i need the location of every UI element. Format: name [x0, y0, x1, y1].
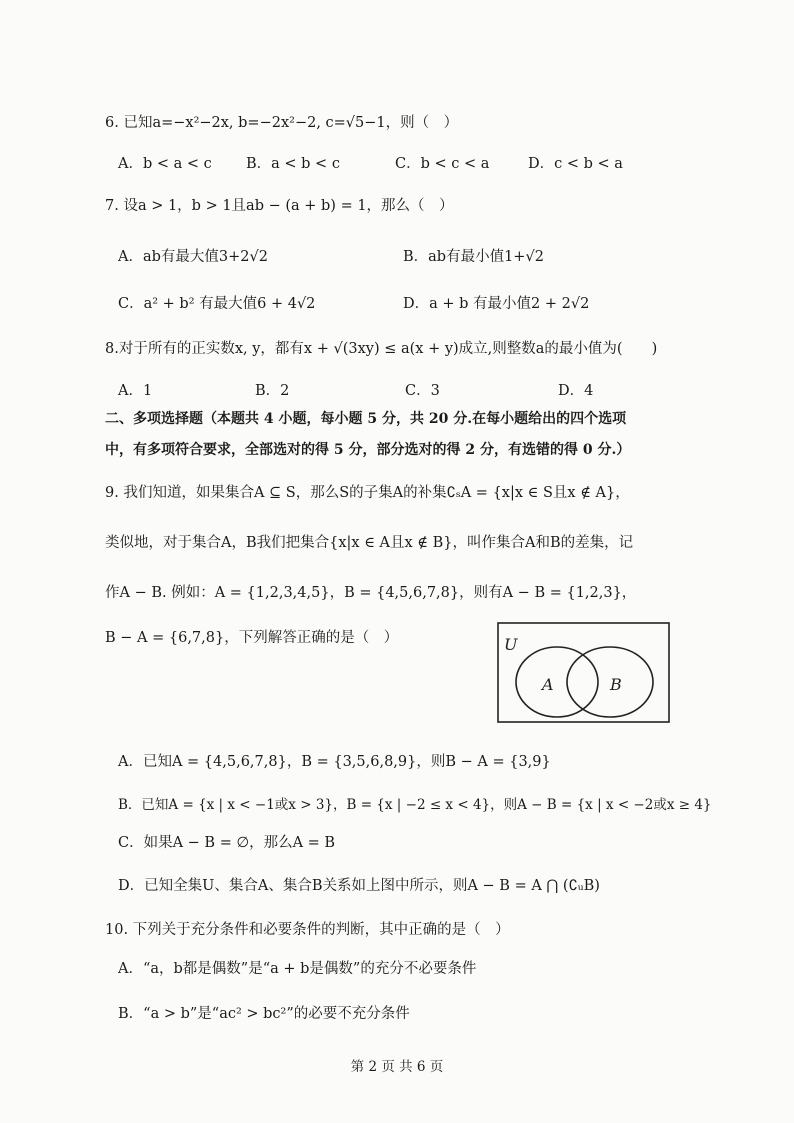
question-9-line-4: B − A = {6,7,8}，下列解答正确的是（ ） [105, 630, 399, 646]
set-b-label: B [610, 675, 622, 694]
q9-option-b: B．已知A = {x | x < −1或x > 3}，B = {x | −2 ≤ x < 4}，则A − B = {x | x < −2或x ≥ 4} [118, 797, 712, 813]
question-6-stem: 6. 已知a=−x²−2x, b=−2x²−2, c=√5−1，则（ ） [105, 115, 459, 131]
q6-option-d: D．c < b < a [528, 156, 623, 172]
universe-rectangle [498, 623, 669, 722]
q7-option-d: D．a + b 有最小值2 + 2√2 [403, 296, 590, 312]
q7-option-b: B．ab有最小值1+√2 [403, 249, 544, 265]
q7-option-c: C．a² + b² 有最大值6 + 4√2 [118, 296, 316, 312]
q9-option-a: A．已知A = {4,5,6,7,8}，B = {3,5,6,8,9}，则B − A = {3,9} [118, 754, 551, 770]
question-9-line-3: 作A − B. 例如：A = {1,2,3,4,5}，B = {4,5,6,7,8}，则有A − B = {1,2,3}， [105, 585, 637, 601]
q8-option-a: A．1 [118, 383, 153, 399]
question-9-line-2: 类似地，对于集合A，B我们把集合{x|x ∈ A且x ∉ B}，叫作集合A和B的差集，记 [105, 535, 634, 551]
venn-diagram [497, 622, 671, 724]
q9-option-d: D．已知全集U、集合A、集合B关系如上图中所示，则A − B = A ⋂ (∁ᵤB) [118, 878, 600, 894]
page-footer: 第 2 页 共 6 页 [350, 1059, 444, 1075]
q6-option-a: A．b < a < c [118, 156, 212, 172]
q10-option-a: A．“a，b都是偶数”是“a + b是偶数”的充分不必要条件 [118, 961, 477, 977]
q6-option-b: B．a < b < c [246, 156, 340, 172]
q8-option-c: C．3 [405, 383, 440, 399]
set-a-label: A [542, 675, 554, 694]
q6-option-c: C．b < c < a [395, 156, 490, 172]
q8-option-b: B．2 [255, 383, 290, 399]
question-10-stem: 10. 下列关于充分条件和必要条件的判断，其中正确的是（ ） [105, 922, 510, 938]
q9-option-c: C．如果A − B = ∅，那么A = B [118, 835, 336, 851]
q7-option-a: A．ab有最大值3+2√2 [118, 249, 268, 265]
q8-option-d: D．4 [558, 383, 594, 399]
section-heading-line-2: 中，有多项符合要求，全部选对的得 5 分，部分选对的得 2 分，有选错的得 0 分.） [105, 442, 631, 458]
set-a-circle [516, 647, 598, 717]
q10-option-b: B．“a > b”是“ac² > bc²”的必要不充分条件 [118, 1006, 410, 1022]
question-9-line-1: 9. 我们知道，如果集合A ⊆ S，那么S的子集A的补集∁ₛA = {x|x ∈ S且x ∉ A}， [105, 485, 630, 501]
question-8-stem: 8.对于所有的正实数x, y，都有x + √(3xy) ≤ a(x + y)成立,则整数a的最小值为( ) [105, 341, 658, 357]
universe-label: U [504, 635, 518, 654]
section-heading-line-1: 二、多项选择题（本题共 4 小题，每小题 5 分，共 20 分.在每小题给出的四个选项 [105, 411, 627, 427]
question-7-stem: 7. 设a > 1，b > 1且ab − (a + b) = 1，那么（ ） [105, 198, 454, 214]
